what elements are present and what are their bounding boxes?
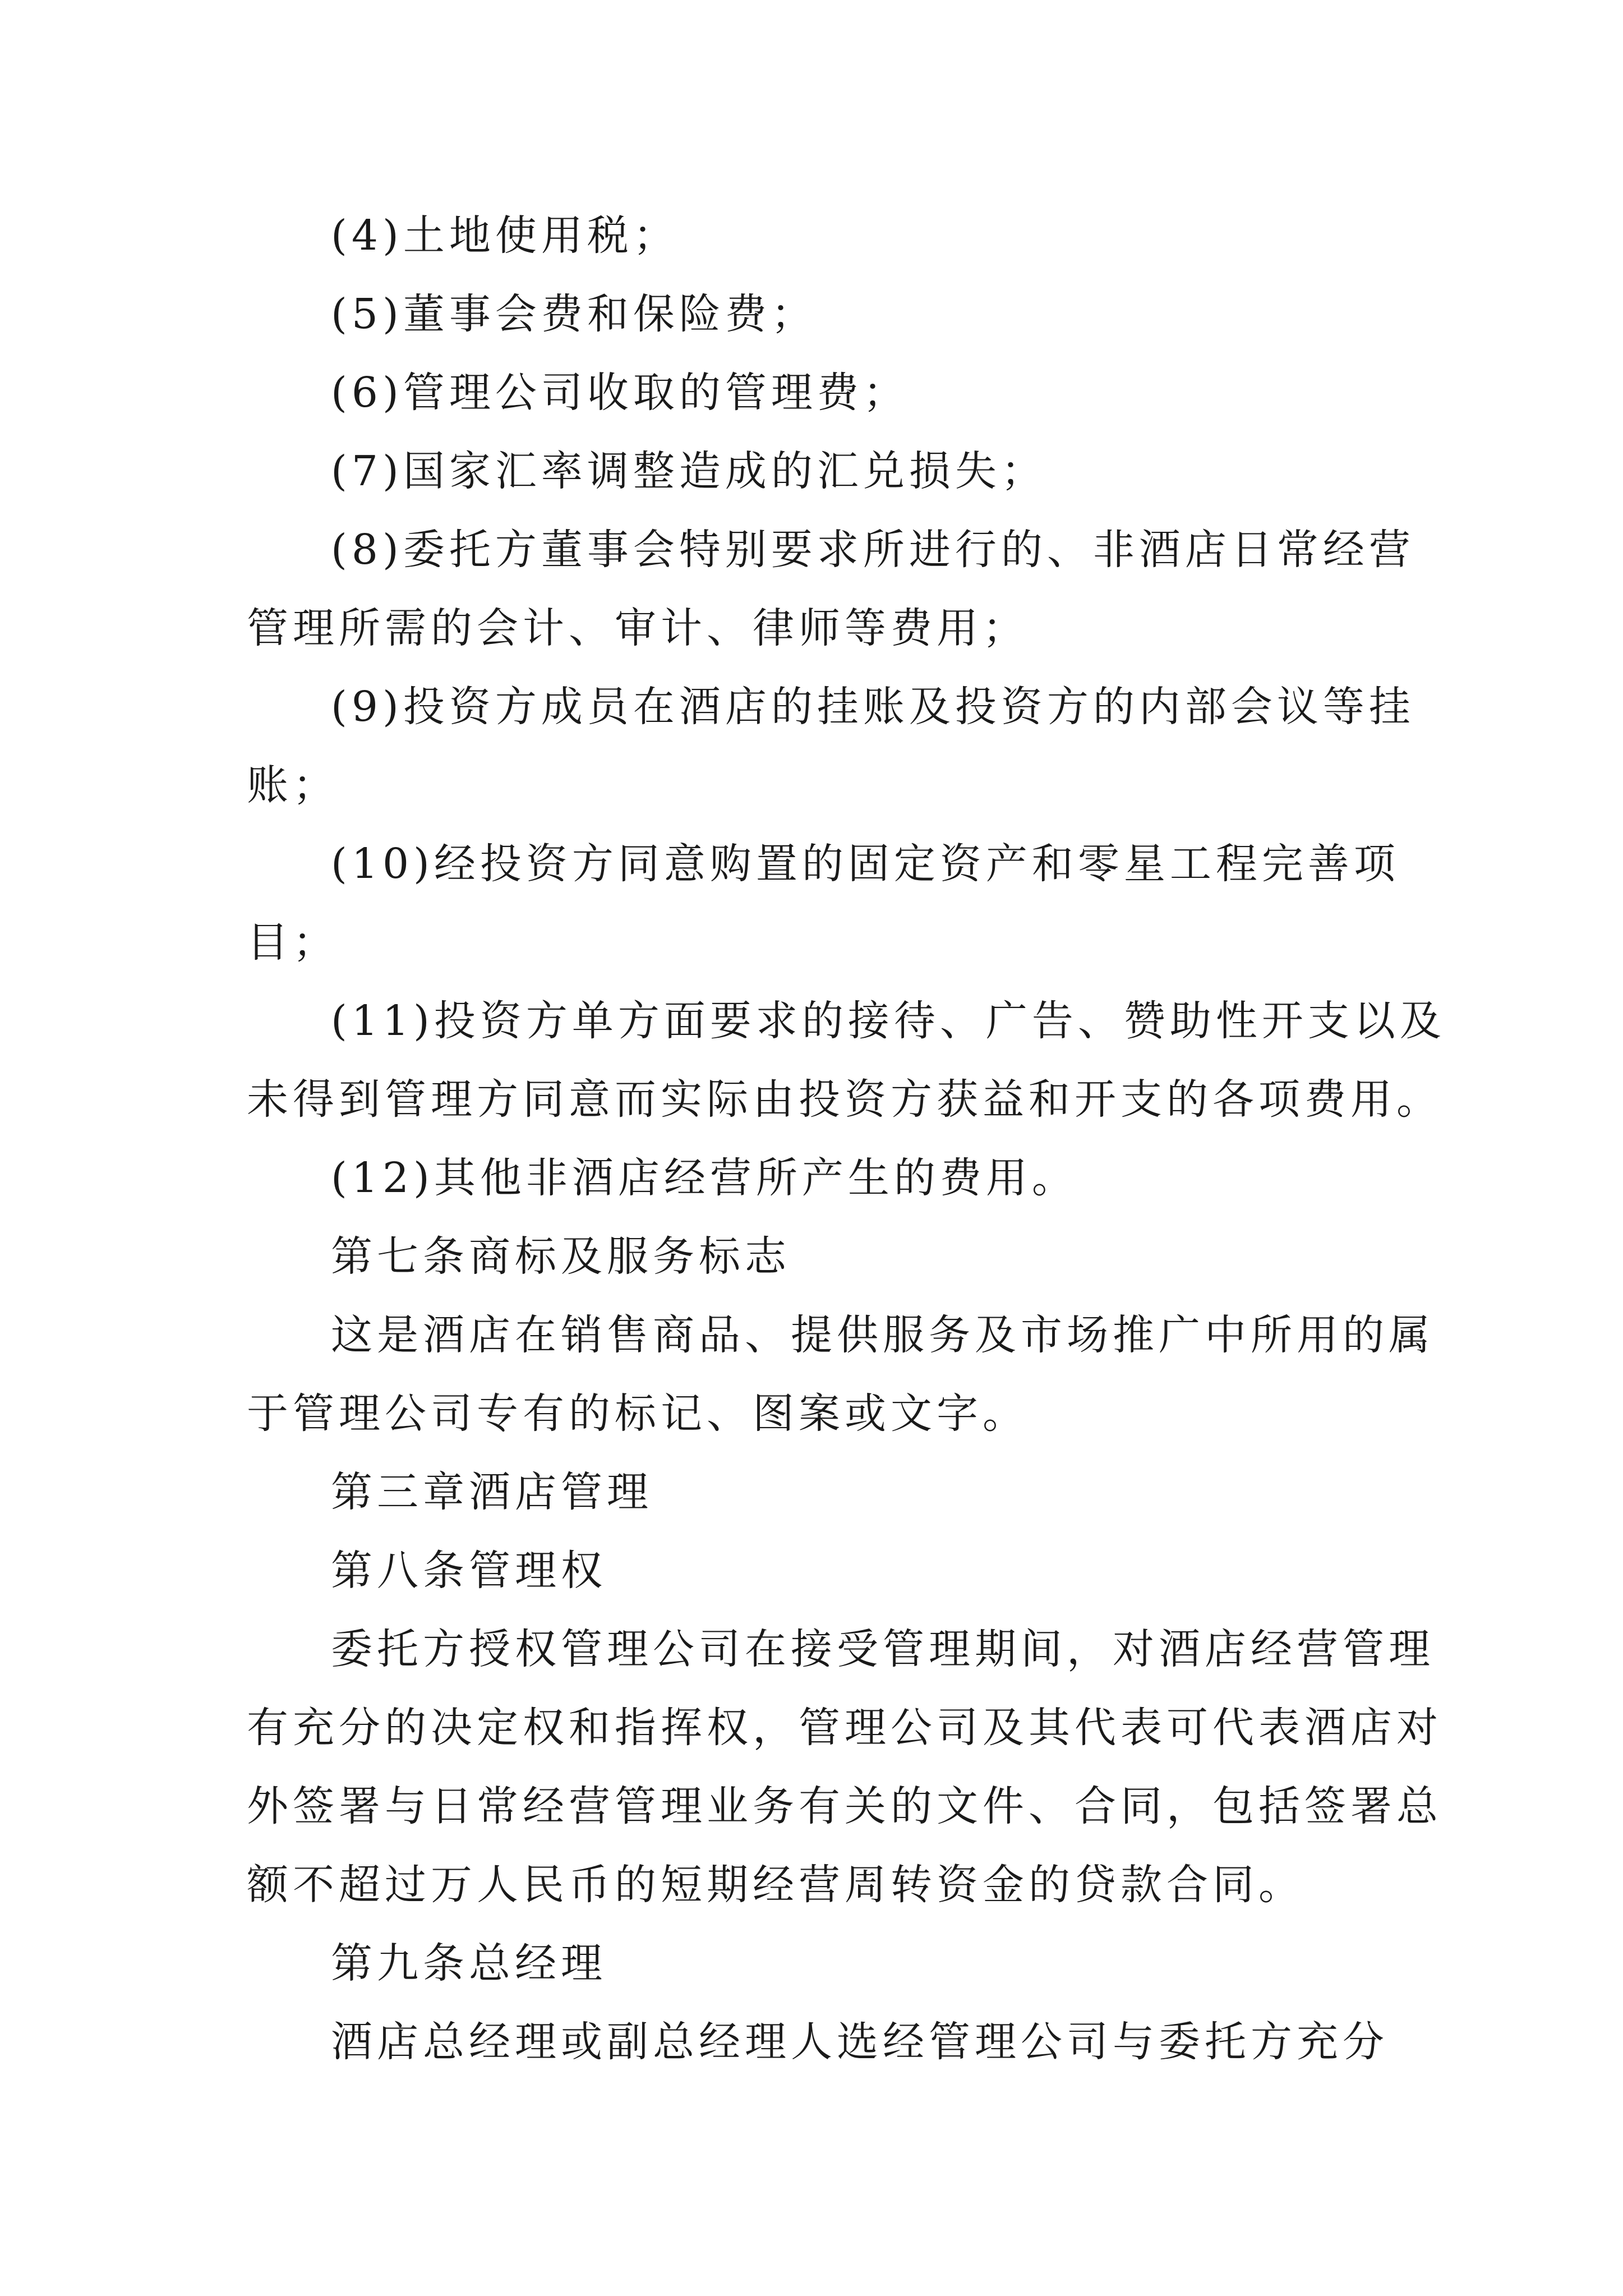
paragraph-line: 管理所需的会计、审计、律师等费用； — [247, 604, 1029, 652]
section-heading: 第八条管理权 — [331, 1547, 607, 1595]
paragraph-line: (9)投资方成员在酒店的挂账及投资方的内部会议等挂 — [331, 683, 1415, 731]
paragraph-line: 未得到管理方同意而实际由投资方获益和开支的各项费用。 — [247, 1075, 1442, 1124]
paragraph-line: (5)董事会费和保险费； — [331, 290, 817, 338]
paragraph-line: 账； — [247, 761, 339, 809]
paragraph-line: 酒店总经理或副总经理人选经管理公司与委托方充分 — [331, 2018, 1389, 2066]
paragraph-line: (4)土地使用税； — [331, 211, 679, 260]
paragraph-line: (6)管理公司收取的管理费； — [331, 369, 909, 417]
section-heading: 第九条总经理 — [331, 1939, 607, 1987]
section-heading: 第七条商标及服务标志 — [331, 1232, 791, 1281]
paragraph-line: (12)其他非酒店经营所产生的费用。 — [331, 1154, 1078, 1202]
paragraph-line: (7)国家汇率调整造成的汇兑损失； — [331, 447, 1047, 495]
paragraph-line: 目； — [247, 918, 339, 967]
paragraph-line: (8)委托方董事会特别要求所进行的、非酒店日常经营 — [331, 526, 1415, 574]
paragraph-line: 于管理公司专有的标记、图案或文字。 — [247, 1389, 1029, 1438]
paragraph-line: 这是酒店在销售商品、提供服务及市场推广中所用的属 — [331, 1311, 1435, 1359]
paragraph-line: (11)投资方单方面要求的接待、广告、赞助性开支以及 — [331, 997, 1446, 1045]
paragraph-line: 委托方授权管理公司在接受管理期间，对酒店经营管理 — [331, 1625, 1435, 1673]
chapter-heading: 第三章酒店管理 — [331, 1468, 653, 1516]
paragraph-line: 有充分的决定权和指挥权，管理公司及其代表可代表酒店对 — [247, 1704, 1442, 1752]
paragraph-line: 额不超过万人民币的短期经营周转资金的贷款合同。 — [247, 1861, 1304, 1909]
paragraph-line: 外签署与日常经营管理业务有关的文件、合同，包括签署总 — [247, 1782, 1442, 1830]
paragraph-line: (10)经投资方同意购置的固定资产和零星工程完善项 — [331, 840, 1400, 888]
